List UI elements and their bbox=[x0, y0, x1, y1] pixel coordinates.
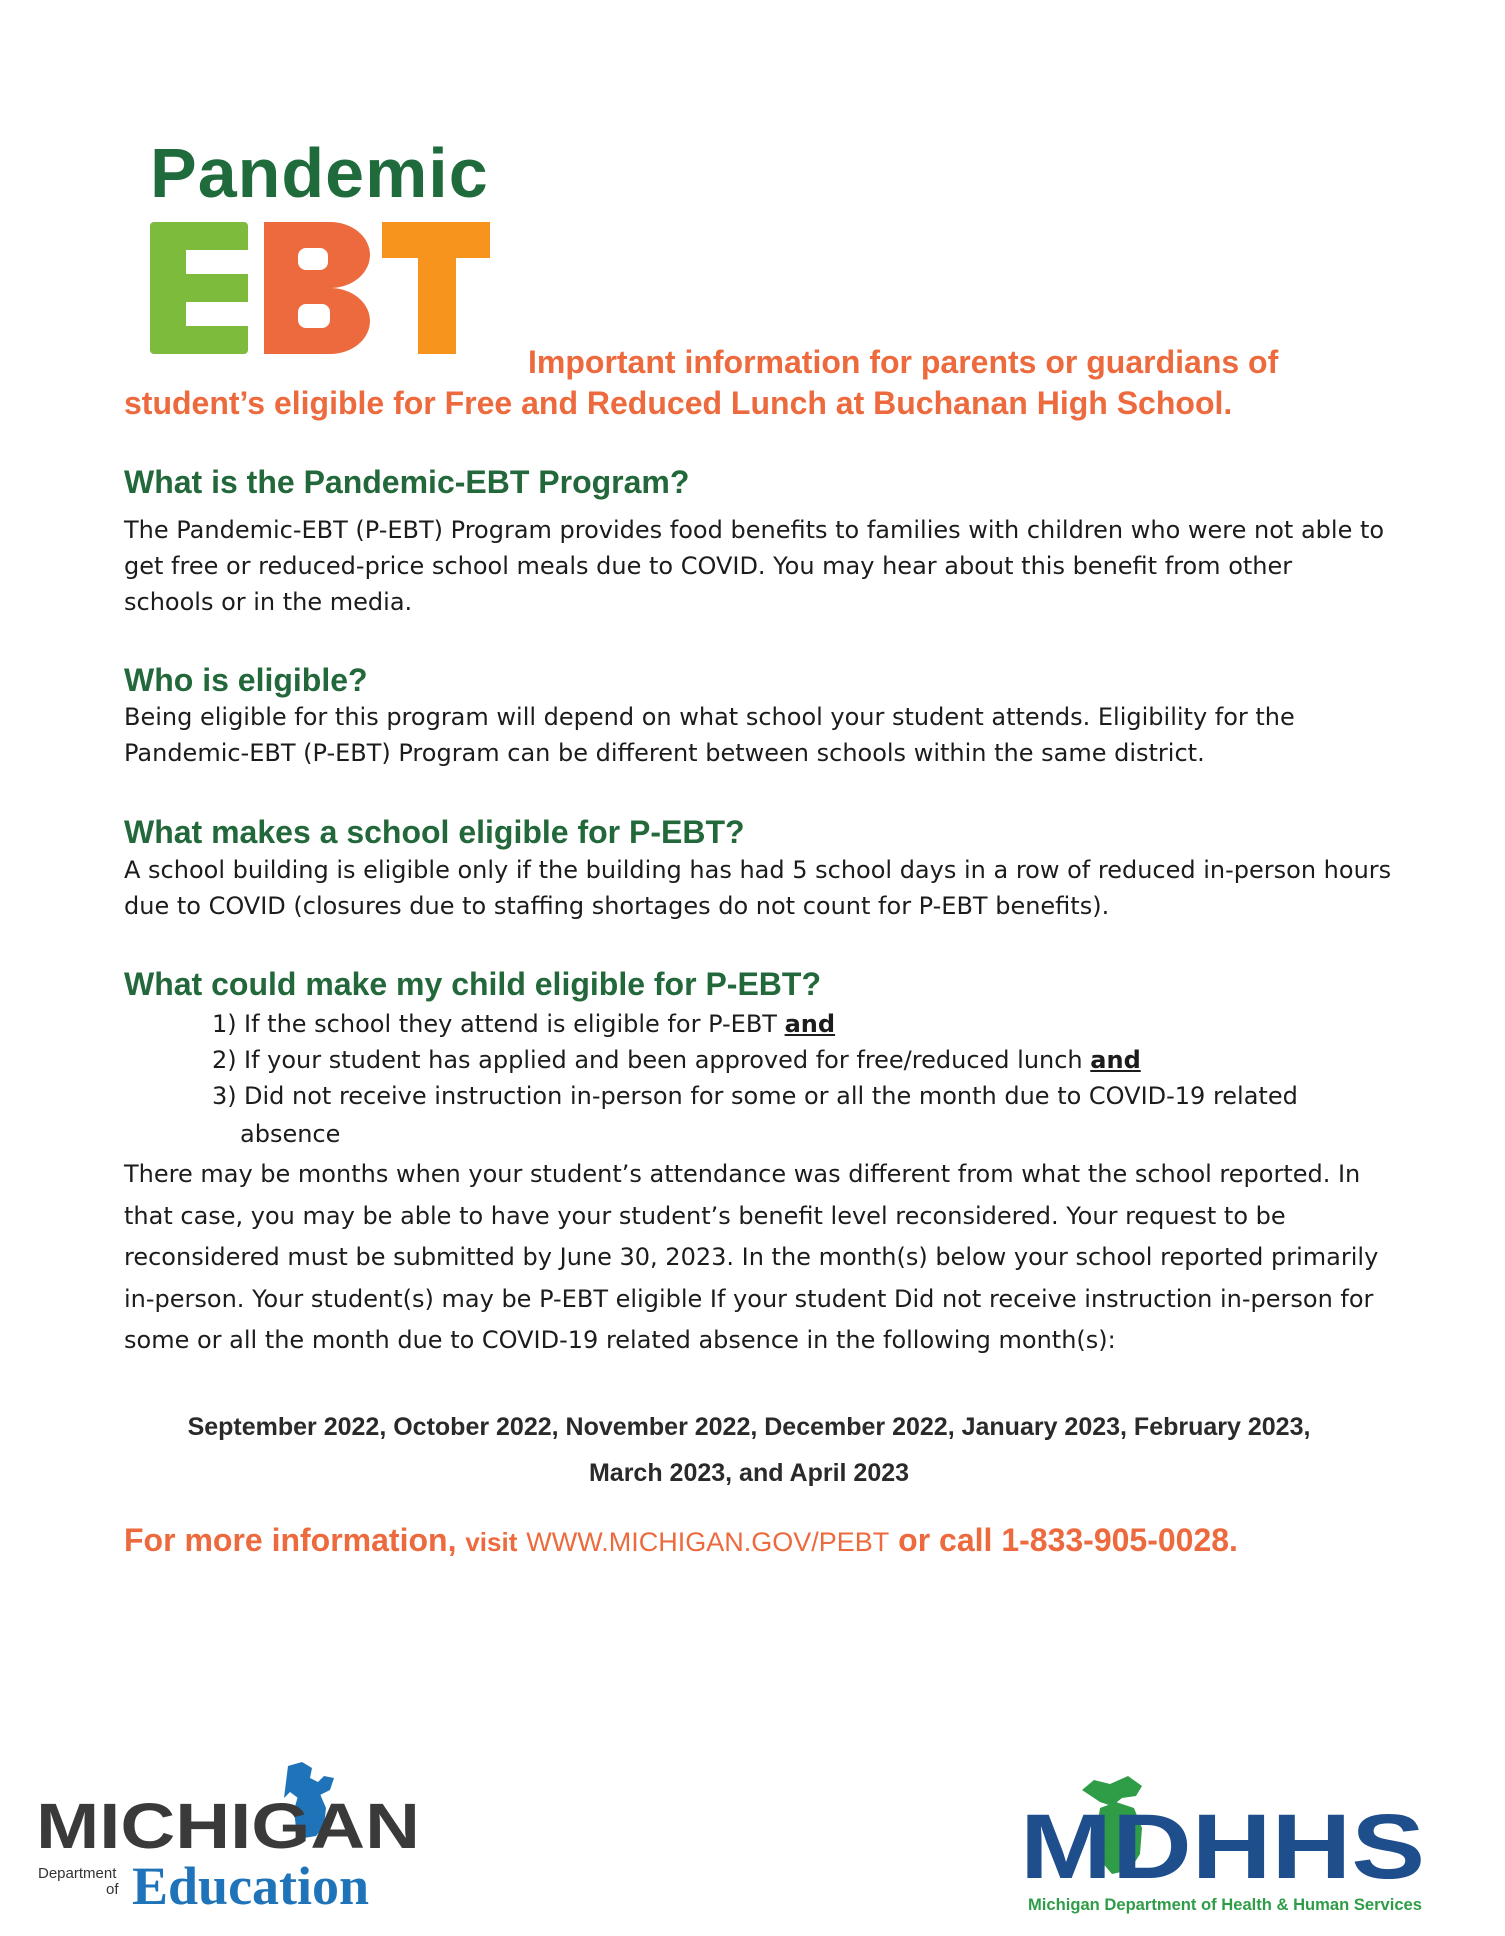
heading-school-eligible: What makes a school eligible for P-EBT? bbox=[124, 814, 745, 850]
heading-program: What is the Pandemic-EBT Program? bbox=[124, 464, 690, 500]
program-line: get free or reduced-price school meals due to COVID. You may hear about this benefit from other bbox=[124, 552, 1293, 580]
program-description bbox=[124, 512, 1394, 620]
list-continuation: absence bbox=[240, 1120, 341, 1148]
more-info-call: or call 1-833-905-0028. bbox=[898, 1522, 1238, 1558]
mde-michigan: MICHIGAN bbox=[36, 1790, 421, 1862]
logo-ebt bbox=[150, 222, 490, 354]
list-item bbox=[212, 1042, 1298, 1078]
logo-ebt-e bbox=[150, 222, 248, 354]
list-emphasis: and bbox=[784, 1010, 836, 1038]
months-line: September 2022, October 2022, November 2022, December 2022, January 2023, February 2023, bbox=[187, 1413, 1311, 1441]
mde-department: Department bbox=[38, 1865, 117, 1882]
list-emphasis: and bbox=[1090, 1046, 1141, 1074]
intro-line-2: student’s eligible for Free and Reduced Lunch at Buchanan High School. bbox=[124, 385, 1233, 421]
logo-pandemic-text: Pandemic bbox=[150, 134, 489, 212]
more-info-lead: For more information, bbox=[124, 1522, 457, 1558]
mde-of: of bbox=[106, 1881, 119, 1898]
list-item bbox=[212, 1006, 1298, 1042]
heading-who-eligible: Who is eligible? bbox=[124, 662, 368, 698]
paragraph-line: There may be months when your student’s attendance was different from what the school reported. In bbox=[124, 1160, 1361, 1188]
list-text: If your student has applied and been approved for free/reduced lunch bbox=[244, 1046, 1091, 1074]
months-line: March 2023, and April 2023 bbox=[588, 1459, 910, 1487]
paragraph-line: that case, you may be able to have your student’s benefit level reconsidered. Your request to be bbox=[124, 1201, 1286, 1230]
eligible-months bbox=[124, 1404, 1374, 1496]
mdhhs-tagline: Michigan Department of Health & Human Services bbox=[1028, 1895, 1422, 1914]
michigan-education-logo bbox=[36, 1756, 436, 1916]
logo-ebt-t bbox=[382, 222, 490, 354]
pebt-website-link[interactable]: WWW.MICHIGAN.GOV/PEBT bbox=[526, 1527, 890, 1557]
intro-line-1: Important information for parents or guardians of bbox=[528, 344, 1279, 380]
program-line: The Pandemic-EBT (P-EBT) Program provides food benefits to families with children who were not able to bbox=[124, 516, 1385, 544]
list-number: 3) bbox=[212, 1082, 237, 1110]
reconsideration-paragraph bbox=[124, 1154, 1414, 1362]
list-number: 1) bbox=[212, 1010, 237, 1038]
logo-ebt-b bbox=[264, 222, 370, 354]
mdhhs-letters: MDHHS bbox=[1020, 1796, 1425, 1898]
criteria-list bbox=[212, 1006, 1298, 1154]
school-description bbox=[124, 852, 1394, 924]
heading-child-eligible: What could make my child eligible for P-EBT? bbox=[124, 966, 821, 1002]
school-line: due to COVID (closures due to staffing shortages do not count for P-EBT benefits). bbox=[124, 892, 1110, 920]
more-info-visit: visit bbox=[465, 1527, 518, 1557]
program-line: schools or in the media. bbox=[124, 588, 413, 616]
eligible-line: Pandemic-EBT (P-EBT) Program can be different between schools within the same district. bbox=[124, 739, 1205, 767]
list-text: If the school they attend is eligible for P-EBT bbox=[244, 1010, 785, 1038]
school-line: A school building is eligible only if the building has had 5 school days in a row of reduced in-person hours bbox=[124, 856, 1392, 884]
list-item bbox=[212, 1078, 1298, 1114]
paragraph-line: reconsidered must be submitted by June 30, 2023. In the month(s) below your school reported primarily bbox=[124, 1243, 1379, 1271]
eligible-line: Being eligible for this program will depend on what school your student attends. Eligibility for the bbox=[124, 703, 1295, 731]
eligible-description bbox=[124, 699, 1394, 771]
list-number: 2) bbox=[212, 1046, 237, 1074]
mdhhs-logo bbox=[1020, 1760, 1430, 1920]
mde-education: Education bbox=[132, 1856, 370, 1916]
list-text: Did not receive instruction in-person for some or all the month due to COVID-19 related bbox=[244, 1082, 1298, 1110]
paragraph-line: some or all the month due to COVID-19 related absence in the following month(s): bbox=[124, 1326, 1116, 1354]
more-info bbox=[124, 1524, 1238, 1556]
paragraph-line: in-person. Your student(s) may be P-EBT eligible If your student Did not receive instruction in-person for bbox=[124, 1284, 1374, 1313]
